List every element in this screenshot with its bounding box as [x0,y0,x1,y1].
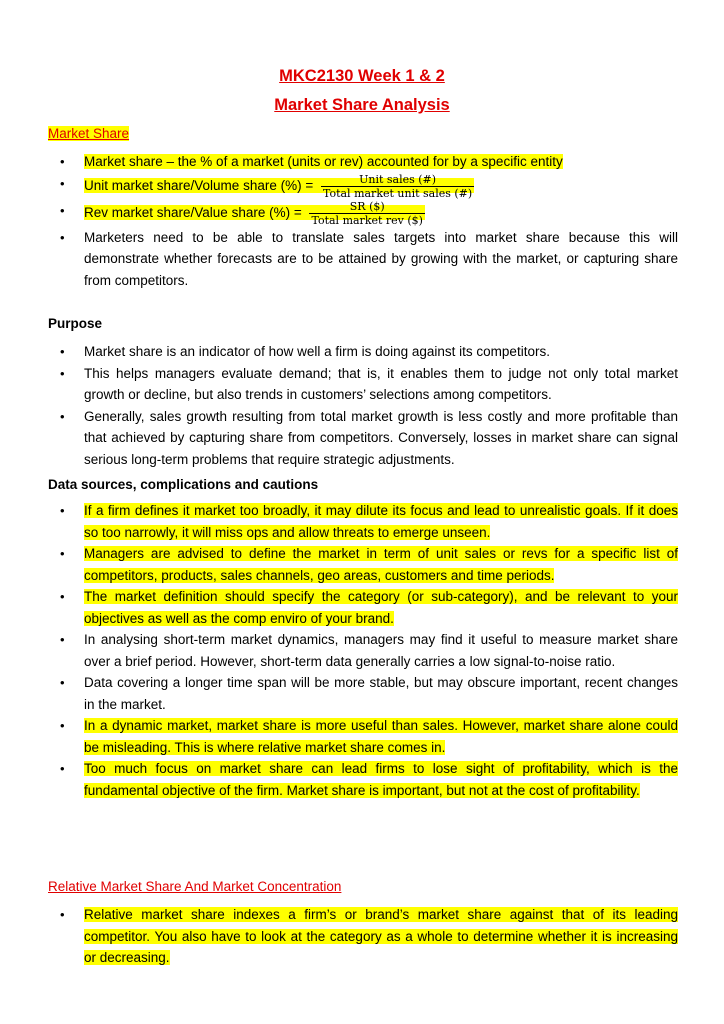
bullet-icon: • [60,907,65,922]
relative-list [48,904,678,969]
bullet-icon: • [60,365,65,381]
bullet-text: This helps managers evaluate demand; that is, it enables them to judge not only total market growth or decline, but also trends in customers’ selections among competitors. [84,365,678,402]
bullet-text: Relative market share indexes a firm’s or brand’s market share against that of its leading competitor. You also have to look at the category as a whole to determine whether it is increasing or decreasing. [84,907,678,965]
bullet-text: Generally, sales growth resulting from total market growth is less costly and more profitable than that achieved by capturing share from competitors. Conversely, losses in market share can signal serious long-term problems that require strategic adjustments. [84,408,678,467]
bullet-text: The market definition should specify the category (or sub-category), and be relevant to your objectives as well as the comp enviro of your brand. [84,589,678,626]
formula-label: Unit market share/Volume share (%) = [84,177,317,193]
list-item [48,758,678,801]
fraction-denominator: Total market unit sales (#) [322,186,473,200]
fraction [309,200,425,227]
section-heading-relative-market-share: Relative Market Share And Market Concentration [48,879,342,894]
fraction-denominator: Total market rev ($) [311,213,423,227]
bullet-text: Marketers need to be able to translate sales targets into market share because this will demonstrate whether forecasts are to be attained by growing with the market, or capturing share from competitors. [84,229,678,288]
fraction-numerator: SR ($) [309,200,425,214]
list-item [48,151,678,173]
list-item [48,715,678,758]
bullet-icon: • [60,675,65,690]
list-item [48,904,678,969]
list-item [48,629,678,672]
bullet-icon: • [60,408,65,424]
market-share-list [48,151,678,291]
fraction-numerator: Unit sales (#) [321,173,474,187]
fraction [321,173,474,200]
bullet-icon: • [60,503,65,518]
list-item [48,227,678,292]
section-heading-text: Market Share [48,126,130,141]
list-item [48,406,678,471]
list-item [48,363,678,406]
section-heading-data-sources: Data sources, complications and cautions [48,477,319,492]
purpose-list [48,341,678,470]
bullet-icon: • [60,718,65,733]
bullet-icon: • [60,202,65,218]
list-item [48,543,678,586]
section-heading-market-share [48,125,129,143]
bullet-text: Too much focus on market share can lead firms to lose sight of profitability, which is the fundamental objective of the firm. Market share is important, but not at the cost of profitability. [84,761,678,798]
bullet-icon: • [60,589,65,604]
bullet-text: In a dynamic market, market share is more useful than sales. However, market share alone could be misleading. This is where relative market share comes in. [84,718,678,755]
bullet-icon: • [60,154,65,169]
document-title: MKC2130 Week 1 & 2 [279,67,445,85]
bullet-text: Data covering a longer time span will be more stable, but may obscure important, recent changes in the market. [84,675,678,712]
document-subtitle: Market Share Analysis [274,96,450,114]
data-sources-list [48,500,678,801]
bullet-text: Market share – the % of a market (units or rev) accounted for by a specific entity [84,154,563,169]
formula-unit-share [84,172,474,200]
bullet-icon: • [60,344,65,359]
bullet-text: Market share is an indicator of how well a firm is doing against its competitors. [84,344,550,359]
list-item [48,200,678,227]
bullet-icon: • [60,632,65,647]
list-item [48,173,678,200]
list-item [48,672,678,715]
formula-value-share [84,199,425,227]
bullet-text: If a firm defines it market too broadly, it may dilute its focus and lead to unrealistic goals. If it does so too narrowly, it will miss ops and allow threats to emerge unseen. [84,503,678,540]
bullet-text: In analysing short-term market dynamics, managers may find it useful to measure market share over a brief period. However, short-term data generally carries a low signal-to-noise ratio. [84,632,678,669]
bullet-text: Managers are advised to define the market in term of unit sales or revs for a specific list of competitors, products, sales channels, geo areas, customers and time periods. [84,546,678,583]
list-item [48,586,678,629]
list-item [48,500,678,543]
section-heading-purpose: Purpose [48,316,103,331]
bullet-icon: • [60,175,65,191]
list-item [48,341,678,363]
bullet-icon: • [60,229,65,245]
formula-label: Rev market share/Value share (%) = [84,204,306,220]
bullet-icon: • [60,761,65,776]
bullet-icon: • [60,546,65,561]
